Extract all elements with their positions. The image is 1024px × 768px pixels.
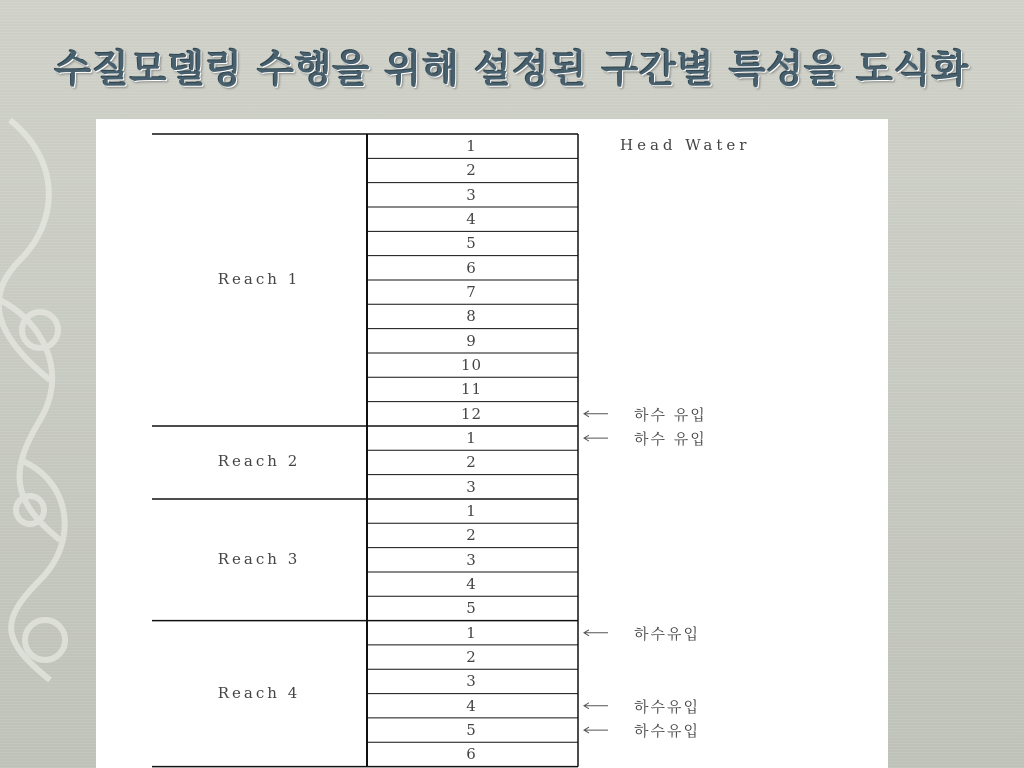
segment-number: 3 — [466, 477, 477, 496]
segment-number: 9 — [466, 331, 477, 350]
segment-number: 5 — [466, 599, 477, 618]
segment-number: 8 — [466, 307, 477, 326]
inflow-note: 하수유입 — [634, 697, 700, 716]
reach-label: Reach 4 — [217, 683, 301, 702]
reach-label: Reach 3 — [217, 549, 301, 568]
segment-number: 2 — [466, 161, 477, 180]
segment-number: 1 — [466, 623, 477, 642]
slide-title: 수질모델링 수행을 위해 설정된 구간별 특성을 도식화 — [54, 47, 970, 91]
reach-label: Reach 2 — [217, 452, 301, 471]
segment-number: 3 — [466, 672, 477, 691]
segment-number: 5 — [466, 720, 477, 739]
reach-label: Reach 1 — [217, 269, 301, 288]
segment-number: 4 — [466, 574, 477, 593]
segment-number: 5 — [466, 234, 477, 253]
inflow-note: 하수 유입 — [634, 429, 707, 448]
left-arrow-icon — [584, 630, 608, 636]
segment-number: 7 — [466, 282, 477, 301]
ornament-pattern-icon — [0, 80, 100, 768]
left-arrow-icon — [584, 727, 608, 733]
segment-number: 2 — [466, 453, 477, 472]
segment-number: 2 — [466, 526, 477, 545]
segment-number: 10 — [460, 355, 483, 374]
segment-number: 2 — [466, 647, 477, 666]
segment-number: 3 — [466, 185, 477, 204]
segment-number: 6 — [466, 258, 477, 277]
segment-number: 1 — [466, 428, 477, 447]
inflow-note: 하수유입 — [634, 721, 700, 740]
segment-number: 6 — [466, 745, 477, 764]
left-arrow-icon — [584, 435, 608, 441]
inflow-note: 하수유입 — [634, 624, 700, 643]
left-arrow-icon — [584, 703, 608, 709]
segment-number: 4 — [466, 696, 477, 715]
segment-number: 1 — [466, 501, 477, 520]
segment-number: 3 — [466, 550, 477, 569]
segment-number: 1 — [466, 137, 477, 155]
reach-segment-diagram — [96, 119, 888, 768]
headwater-label: Head Water — [620, 136, 751, 154]
segment-number: 4 — [466, 209, 477, 228]
segment-number: 11 — [460, 380, 483, 399]
left-arrow-icon — [584, 411, 608, 417]
segment-number: 12 — [460, 404, 483, 423]
inflow-note: 하수 유입 — [634, 405, 707, 424]
